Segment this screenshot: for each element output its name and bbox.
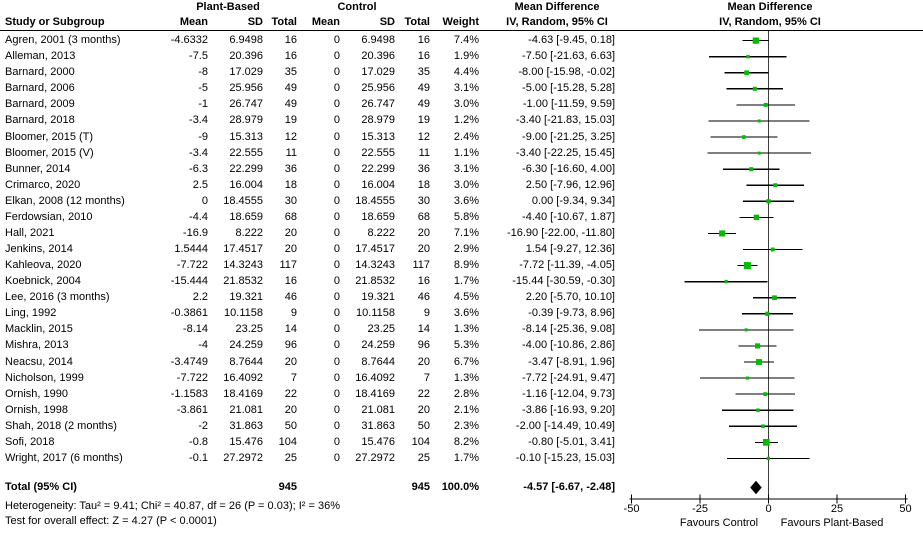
pb-total-cell: 104	[278, 435, 297, 448]
c-sd-cell: 18.659	[361, 210, 395, 223]
c-mean-cell: 0	[333, 243, 340, 255]
pb-mean-cell: -2	[198, 419, 208, 432]
pb-sd-cell: 8.7644	[229, 355, 263, 368]
study-label: Sofi, 2018	[5, 435, 55, 448]
pb-mean-cell: -0.3861	[170, 307, 208, 320]
c-total-cell: 49	[417, 82, 430, 95]
effect-marker	[744, 262, 751, 269]
pb-total-cell: 20	[284, 355, 297, 368]
effect-marker	[755, 343, 760, 348]
axis-tick-label: 50	[899, 503, 912, 515]
study-label: Elkan, 2008 (12 months)	[5, 194, 125, 207]
effect-marker	[764, 103, 768, 107]
c-sd-cell: 20.396	[361, 50, 395, 63]
c-sd-cell: 15.476	[361, 435, 395, 448]
effect-marker	[758, 152, 761, 155]
md-ci-cell: -3.47 [-8.91, 1.96]	[528, 355, 615, 368]
c-sd-cell: 24.259	[361, 339, 395, 352]
weight-cell: 1.1%	[453, 146, 479, 159]
axis-tick-label: 0	[765, 503, 772, 515]
pb-mean-cell: -7.5	[189, 50, 208, 63]
pb-sd-cell: 23.25	[235, 323, 263, 336]
weight-cell: 3.6%	[453, 307, 479, 320]
weight-cell: 8.2%	[453, 435, 479, 448]
favours-left-label: Favours Control	[679, 517, 759, 529]
c-sd-cell: 26.747	[361, 98, 395, 111]
pb-sd-cell: 22.299	[229, 162, 263, 175]
study-label: Kahleova, 2020	[5, 259, 82, 272]
pb-total-cell: 16	[284, 34, 297, 47]
md-ci-cell: -16.90 [-22.00, -11.80]	[506, 226, 615, 239]
study-label: Bloomer, 2015 (T)	[5, 130, 94, 143]
c-sd-cell: 17.029	[361, 66, 395, 79]
md-ci-cell: 1.54 [-9.27, 12.36]	[525, 243, 615, 255]
c-total-cell: 18	[417, 178, 430, 191]
c-total-cell: 104	[411, 435, 430, 448]
effect-marker	[754, 215, 759, 220]
weight-cell: 2.8%	[453, 387, 479, 400]
c-mean-cell: 0	[333, 194, 340, 207]
md-ci-cell: -0.39 [-9.73, 8.96]	[528, 307, 615, 320]
pb-total-cell: 49	[284, 98, 297, 111]
c-sd-cell: 6.9498	[361, 34, 395, 47]
weight-cell: 1.9%	[453, 50, 479, 63]
pb-total-cell: 12	[284, 130, 297, 143]
pb-sd-cell: 27.2972	[223, 451, 263, 464]
pb-mean-cell: -4.6332	[170, 34, 208, 47]
md-ci-cell: -1.16 [-12.04, 9.73]	[522, 387, 615, 400]
pb-total-cell: 30	[284, 194, 297, 207]
pb-total-cell: 117	[279, 259, 297, 272]
weight-cell: 7.1%	[453, 226, 479, 239]
plot-column-header-line1: Mean Difference	[727, 1, 813, 13]
pb-total-cell: 50	[284, 419, 297, 432]
c-total-cell: 68	[417, 210, 430, 223]
pb-mean-cell: -4.4	[189, 210, 208, 223]
c-sd-cell: 18.4169	[355, 387, 395, 400]
c-sd-header: SD	[379, 16, 395, 28]
pb-mean-cell: -7.722	[176, 371, 208, 384]
c-mean-cell: 0	[333, 34, 340, 47]
weight-cell: 1.7%	[453, 451, 479, 464]
study-label: Macklin, 2015	[5, 323, 73, 336]
effect-marker	[742, 135, 746, 139]
axis-tick-label: -25	[692, 503, 708, 515]
c-sd-cell: 28.979	[361, 114, 395, 127]
c-sd-cell: 14.3243	[355, 259, 395, 272]
weight-cell: 8.9%	[453, 259, 479, 272]
c-mean-cell: 0	[333, 130, 340, 143]
c-total-cell: 20	[417, 355, 430, 368]
pb-mean-cell: -8.14	[182, 323, 208, 336]
study-label: Barnard, 2009	[5, 98, 75, 111]
pb-sd-cell: 21.8532	[223, 275, 263, 288]
c-total-cell: 25	[417, 451, 430, 464]
c-total-cell: 16	[417, 34, 430, 47]
md-ci-cell: -8.00 [-15.98, -0.02]	[518, 66, 615, 79]
study-label: Bunner, 2014	[5, 162, 71, 175]
c-mean-cell: 0	[333, 275, 340, 288]
study-label: Barnard, 2006	[5, 82, 75, 95]
pb-mean-cell: 0	[201, 194, 208, 207]
pb-sd-cell: 8.222	[235, 226, 263, 239]
c-mean-cell: 0	[333, 291, 340, 304]
c-mean-cell: 0	[333, 82, 340, 95]
pb-sd-cell: 26.747	[229, 98, 263, 111]
c-sd-cell: 17.4517	[355, 243, 395, 255]
pb-sd-cell: 16.4092	[223, 371, 263, 384]
pb-mean-cell: -3.4	[189, 146, 208, 159]
c-total-cell: 11	[418, 146, 430, 159]
md-ci-cell: -8.14 [-25.36, 9.08]	[522, 323, 615, 336]
pb-sd-cell: 15.476	[229, 435, 263, 448]
effect-marker	[719, 230, 725, 236]
pb-mean-cell: -6.3	[189, 162, 208, 175]
c-total-cell: 12	[417, 130, 430, 143]
c-sd-cell: 16.004	[361, 178, 395, 191]
pb-mean-cell: -16.9	[182, 226, 208, 239]
md-ci-cell: -7.72 [-11.39, -4.05]	[519, 259, 615, 272]
study-label: Bloomer, 2015 (V)	[5, 146, 94, 159]
c-mean-cell: 0	[333, 387, 340, 400]
study-label: Mishra, 2013	[5, 339, 69, 352]
c-mean-cell: 0	[333, 355, 340, 368]
effect-marker	[725, 280, 728, 283]
md-ci-cell: -9.00 [-21.25, 3.25]	[522, 130, 615, 143]
c-mean-cell: 0	[333, 307, 340, 320]
c-mean-cell: 0	[333, 226, 340, 239]
effect-marker	[753, 87, 757, 91]
pb-total-cell: 7	[290, 371, 297, 384]
pb-total-cell: 14	[284, 323, 297, 336]
c-mean-cell: 0	[333, 451, 340, 464]
effect-marker	[746, 55, 749, 58]
study-label: Barnard, 2018	[5, 114, 75, 127]
pb-mean-cell: -9	[198, 130, 208, 143]
pb-mean-cell: -3.4	[189, 114, 208, 127]
pb-total-cell: 16	[284, 275, 297, 288]
pb-sd-cell: 24.259	[229, 339, 263, 352]
weight-cell: 2.4%	[453, 130, 479, 143]
pb-total-cell: 49	[284, 82, 297, 95]
md-ci-cell: -5.00 [-15.28, 5.28]	[522, 82, 615, 95]
c-total-cell: 16	[417, 50, 430, 63]
effect-marker	[745, 328, 748, 331]
md-ci-cell: 2.20 [-5.70, 10.10]	[525, 291, 615, 304]
pb-sd-cell: 18.4169	[223, 387, 263, 400]
weight-header: Weight	[442, 16, 479, 28]
c-total-cell: 19	[417, 114, 430, 127]
c-sd-cell: 22.299	[361, 162, 395, 175]
favours-right-label: Favours Plant-Based	[780, 517, 884, 529]
total-label: Total (95% CI)	[5, 481, 77, 493]
md-ci-cell: -4.63 [-9.45, 0.18]	[528, 34, 615, 47]
c-sd-cell: 27.2972	[355, 451, 395, 464]
effect-marker	[763, 439, 770, 446]
c-mean-cell: 0	[333, 210, 340, 223]
pb-sd-cell: 28.979	[229, 114, 263, 127]
md-ci-cell: -3.86 [-16.93, 9.20]	[522, 403, 615, 416]
study-label: Crimarco, 2020	[5, 178, 81, 191]
c-total-cell: 14	[417, 323, 430, 336]
effect-marker	[761, 424, 765, 428]
c-sd-cell: 31.863	[361, 419, 395, 432]
c-sd-cell: 10.1158	[356, 307, 395, 320]
pb-sd-cell: 22.555	[229, 146, 263, 159]
md-ci-cell: 0.00 [-9.34, 9.34]	[531, 194, 615, 207]
group2-header: Control	[337, 1, 377, 13]
pb-sd-header: SD	[247, 16, 263, 28]
c-total-cell: 20	[417, 403, 430, 416]
md-ci-cell: -0.80 [-5.01, 3.41]	[528, 435, 615, 448]
c-sd-cell: 8.222	[367, 226, 395, 239]
weight-cell: 1.3%	[453, 371, 479, 384]
effect-marker	[744, 70, 749, 75]
pb-total-cell: 20	[284, 243, 297, 255]
pb-mean-cell: 1.5444	[174, 243, 208, 255]
md-ci-cell: -2.00 [-14.49, 10.49]	[515, 419, 615, 432]
axis-tick-label: -50	[623, 503, 640, 515]
pb-sd-cell: 16.004	[229, 178, 263, 191]
study-label: Neacsu, 2014	[5, 355, 73, 368]
study-label: Agren, 2001 (3 months)	[5, 34, 121, 47]
pb-sd-cell: 17.029	[229, 66, 263, 79]
group1-header: Plant-Based	[196, 1, 260, 13]
pb-sd-cell: 15.313	[229, 130, 263, 143]
pb-sd-cell: 18.4555	[223, 194, 263, 207]
effect-marker	[765, 312, 769, 316]
pb-total-cell: 36	[284, 162, 297, 175]
total-md-ci: -4.57 [-6.67, -2.48]	[523, 481, 615, 493]
c-total-cell: 9	[423, 307, 430, 320]
pb-sd-cell: 14.3243	[223, 259, 263, 272]
pb-mean-cell: 2.2	[192, 291, 208, 304]
pb-mean-cell: -3.861	[176, 403, 208, 416]
c-sd-cell: 19.321	[361, 291, 395, 304]
pb-sd-cell: 18.659	[229, 210, 263, 223]
pb-mean-cell: -4	[198, 339, 208, 352]
weight-cell: 4.5%	[453, 291, 479, 304]
md-ci-cell: -3.40 [-22.25, 15.45]	[515, 146, 615, 159]
overall-effect-note: Test for overall effect: Z = 4.27 (P < 0.0001)	[5, 515, 217, 527]
pb-total-cell: 16	[284, 50, 297, 63]
study-label: Shah, 2018 (2 months)	[5, 419, 117, 432]
study-label: Ornish, 1998	[5, 403, 68, 416]
c-total-cell: 49	[417, 98, 430, 111]
pb-total-cell: 9	[290, 307, 297, 320]
c-total-cell: 20	[417, 226, 430, 239]
c-total-cell: 35	[417, 66, 430, 79]
c-mean-header: Mean	[311, 16, 340, 28]
pb-total-cell: 22	[284, 387, 297, 400]
c-mean-cell: 0	[333, 371, 340, 384]
effect-marker	[746, 377, 749, 380]
pb-sd-cell: 20.396	[229, 50, 263, 63]
weight-cell: 5.8%	[453, 210, 479, 223]
md-ci-cell: -6.30 [-16.60, 4.00]	[522, 162, 615, 175]
md-ci-cell: -3.40 [-21.83, 15.03]	[515, 114, 615, 127]
study-label: Koebnick, 2004	[5, 275, 81, 288]
weight-cell: 3.0%	[453, 178, 479, 191]
study-label: Nicholson, 1999	[5, 371, 84, 384]
pb-total-cell: 68	[284, 210, 297, 223]
pb-sd-cell: 6.9498	[229, 34, 263, 47]
c-mean-cell: 0	[333, 403, 340, 416]
c-mean-cell: 0	[333, 50, 340, 63]
pb-total-header: Total	[271, 16, 297, 28]
study-label: Barnard, 2000	[5, 66, 75, 79]
plot-column-header-line2: IV, Random, 95% CI	[719, 16, 821, 28]
c-total-cell: 96	[417, 339, 430, 352]
c-mean-cell: 0	[333, 419, 340, 432]
pb-total-cell: 18	[284, 178, 297, 191]
pb-sd-cell: 25.956	[229, 82, 263, 95]
pb-mean-cell: -15.444	[170, 275, 208, 288]
c-total-header: Total	[404, 16, 430, 28]
pb-total-cell: 19	[284, 114, 297, 127]
c-total-cell: 46	[417, 291, 430, 304]
c-mean-cell: 0	[333, 114, 340, 127]
study-label: Ornish, 1990	[5, 387, 68, 400]
effect-marker	[756, 408, 759, 411]
effect-marker	[771, 248, 775, 252]
pb-mean-cell: -0.8	[189, 435, 208, 448]
study-label: Alleman, 2013	[5, 50, 76, 63]
c-total-cell: 7	[423, 371, 430, 384]
c-sd-cell: 8.7644	[361, 355, 395, 368]
c-sd-cell: 15.313	[361, 130, 395, 143]
pb-sd-cell: 19.321	[229, 291, 263, 304]
pb-sd-cell: 21.081	[229, 403, 263, 416]
pb-total-cell: 25	[284, 451, 297, 464]
pb-total-cell: 35	[284, 66, 297, 79]
study-label: Ling, 1992	[5, 307, 57, 320]
md-ci-cell: -1.00 [-11.59, 9.59]	[522, 98, 615, 111]
study-label: Jenkins, 2014	[5, 243, 73, 255]
md-ci-cell: 2.50 [-7.96, 12.96]	[525, 178, 615, 191]
weight-cell: 2.1%	[453, 403, 479, 416]
md-ci-cell: -7.72 [-24.91, 9.47]	[522, 371, 615, 384]
md-ci-cell: -4.40 [-10.67, 1.87]	[522, 210, 615, 223]
effect-marker	[772, 295, 777, 300]
weight-cell: 6.7%	[453, 355, 479, 368]
c-mean-cell: 0	[333, 323, 340, 336]
pb-sd-cell: 31.863	[229, 419, 263, 432]
effect-marker	[763, 392, 767, 396]
weight-cell: 3.6%	[453, 194, 479, 207]
weight-cell: 2.9%	[453, 243, 479, 255]
weight-cell: 3.0%	[453, 98, 479, 111]
md-ci-cell: -15.44 [-30.59, -0.30]	[512, 275, 615, 288]
weight-cell: 5.3%	[453, 339, 479, 352]
study-label: Ferdowsian, 2010	[5, 210, 93, 223]
pb-mean-cell: -1	[198, 98, 208, 111]
pb-mean-header: Mean	[179, 16, 208, 28]
c-mean-cell: 0	[333, 259, 340, 272]
effect-marker	[766, 199, 770, 203]
weight-cell: 1.7%	[453, 275, 479, 288]
c-total-cell: 30	[417, 194, 430, 207]
pb-total-cell: 11	[285, 146, 297, 159]
pb-mean-cell: -8	[198, 66, 208, 79]
md-column-header-line2: IV, Random, 95% CI	[506, 16, 608, 28]
study-label: Hall, 2021	[5, 226, 55, 239]
md-ci-cell: -0.10 [-15.23, 15.03]	[515, 451, 615, 464]
md-column-header-line1: Mean Difference	[514, 1, 600, 13]
c-total-cell: 20	[417, 243, 430, 255]
total-diamond	[750, 481, 761, 495]
pb-total-cell: 96	[284, 339, 297, 352]
c-mean-cell: 0	[333, 162, 340, 175]
weight-cell: 7.4%	[453, 34, 479, 47]
md-ci-cell: -4.00 [-10.86, 2.86]	[522, 339, 615, 352]
pb-total-cell: 46	[284, 291, 297, 304]
c-total-cell: 117	[412, 259, 430, 272]
pb-mean-cell: 2.5	[192, 178, 208, 191]
c-mean-cell: 0	[333, 98, 340, 111]
pb-total-cell: 20	[284, 226, 297, 239]
c-sd-cell: 21.8532	[355, 275, 395, 288]
c-mean-cell: 0	[333, 178, 340, 191]
effect-marker	[749, 167, 753, 171]
study-label: Lee, 2016 (3 months)	[5, 291, 110, 304]
pb-sd-cell: 17.4517	[223, 243, 263, 255]
pb-sd-cell: 10.1158	[224, 307, 263, 320]
weight-cell: 4.4%	[453, 66, 479, 79]
weight-cell: 1.3%	[453, 323, 479, 336]
c-total-cell: 22	[417, 387, 430, 400]
heterogeneity-note: Heterogeneity: Tau² = 9.41; Chi² = 40.87, df = 26 (P = 0.03); I² = 36%	[5, 500, 340, 512]
effect-marker	[756, 359, 762, 365]
c-mean-cell: 0	[333, 66, 340, 79]
pb-mean-cell: -7.722	[176, 259, 208, 272]
c-sd-cell: 23.25	[367, 323, 395, 336]
total-c-n: 945	[411, 481, 430, 493]
effect-marker	[753, 37, 759, 43]
c-sd-cell: 18.4555	[355, 194, 395, 207]
weight-cell: 2.3%	[453, 419, 479, 432]
effect-marker	[767, 457, 770, 460]
c-sd-cell: 21.081	[361, 403, 395, 416]
c-total-cell: 36	[417, 162, 430, 175]
c-total-cell: 50	[417, 419, 430, 432]
total-weight: 100.0%	[441, 481, 479, 493]
pb-mean-cell: -0.1	[189, 451, 208, 464]
effect-marker	[758, 119, 761, 122]
c-total-cell: 16	[417, 275, 430, 288]
weight-cell: 3.1%	[453, 162, 479, 175]
weight-cell: 1.2%	[453, 114, 479, 127]
c-sd-cell: 16.4092	[355, 371, 395, 384]
md-ci-cell: -7.50 [-21.63, 6.63]	[522, 50, 615, 63]
c-sd-cell: 22.555	[361, 146, 395, 159]
study-label: Wright, 2017 (6 months)	[5, 451, 123, 464]
pb-mean-cell: -1.1583	[170, 387, 208, 400]
pb-mean-cell: -5	[198, 82, 208, 95]
pb-mean-cell: -3.4749	[170, 355, 208, 368]
c-mean-cell: 0	[333, 435, 340, 448]
pb-total-cell: 20	[284, 403, 297, 416]
c-mean-cell: 0	[333, 146, 340, 159]
total-pb-n: 945	[278, 481, 297, 493]
study-column-header: Study or Subgroup	[5, 16, 105, 28]
axis-tick-label: 25	[830, 503, 844, 515]
c-mean-cell: 0	[333, 339, 340, 352]
effect-marker	[773, 183, 777, 187]
weight-cell: 3.1%	[453, 82, 479, 95]
c-sd-cell: 25.956	[361, 82, 395, 95]
